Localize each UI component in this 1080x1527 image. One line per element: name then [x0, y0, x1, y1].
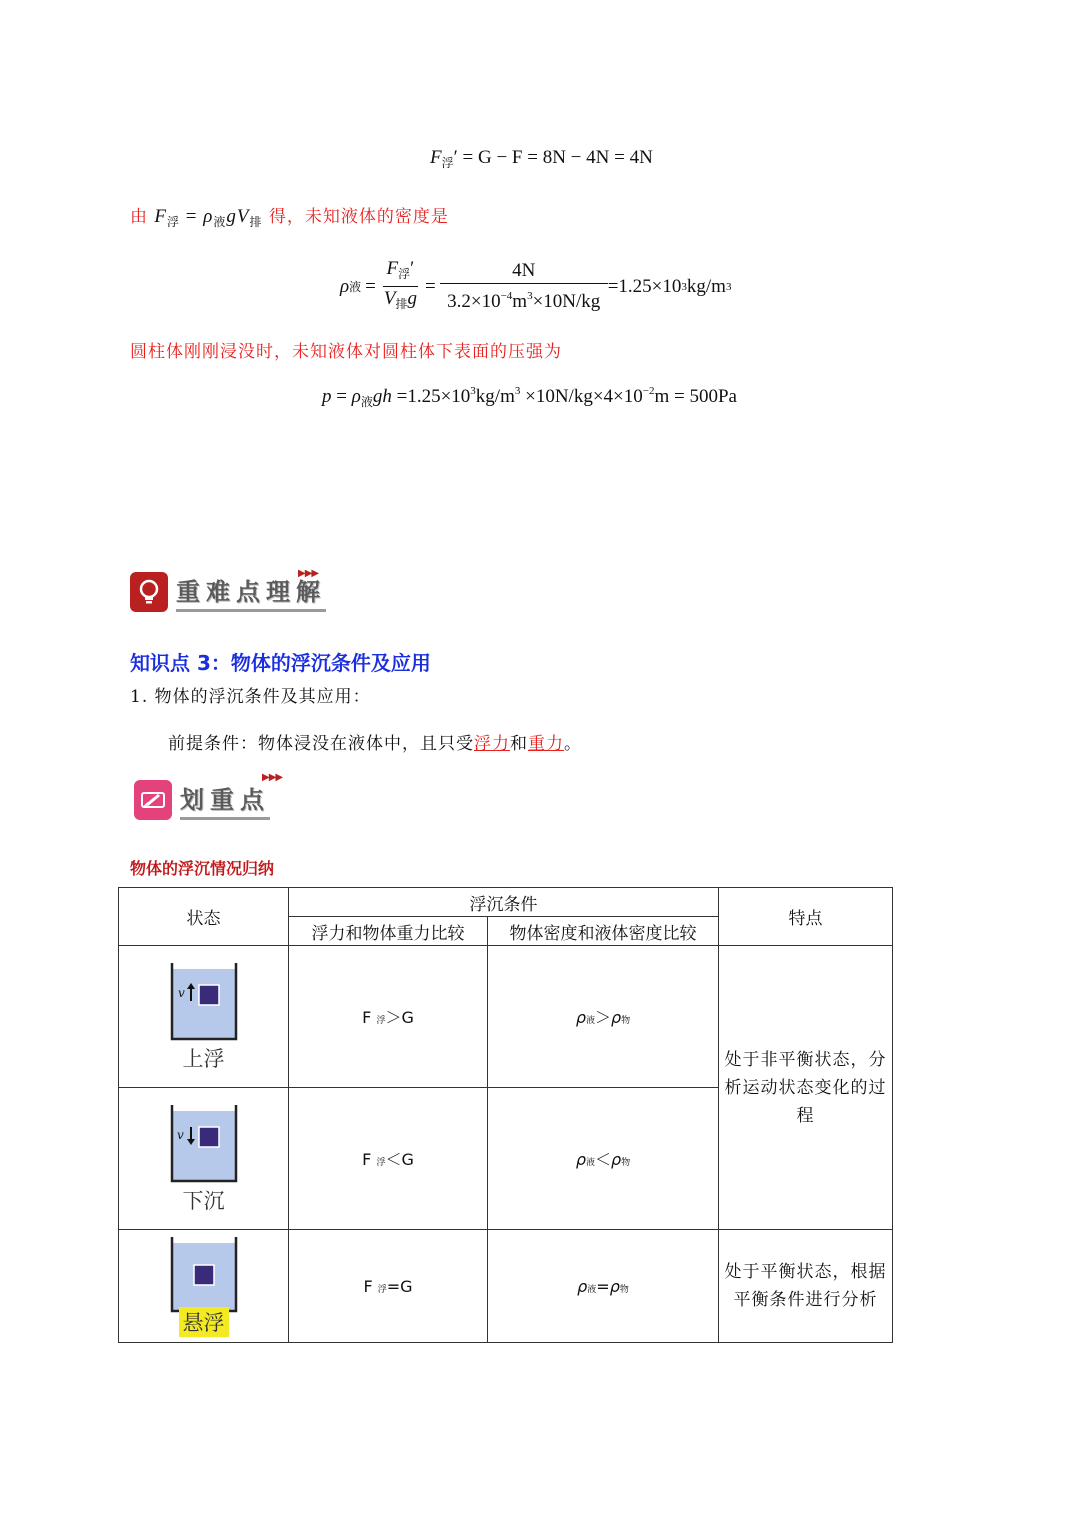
force-cell: F 浮＞G: [289, 946, 488, 1088]
state-label-sinking: 下沉: [182, 1188, 225, 1213]
key-difficulty-banner: [130, 568, 326, 612]
svg-text:v: v: [177, 985, 185, 1000]
table-title: 物体的浮沉情况归纳: [130, 859, 275, 878]
density-cell: ρ液=ρ物: [488, 1230, 719, 1343]
feature-cell-nonbalance: 处于非平衡状态，分析运动状态变化的过程: [719, 946, 893, 1230]
banner-title: 划重点: [180, 780, 270, 820]
section-title: 知识点 3：物体的浮沉条件及应用: [130, 651, 431, 675]
pen-icon: [134, 780, 172, 820]
fraction-f-over-vg: $\frac{F_浮'}{V_排g}$: [383, 258, 417, 311]
table-row: [119, 1230, 893, 1343]
density-cell: ρ液＞ρ物: [488, 946, 719, 1088]
state-cell-sinking: [119, 1088, 289, 1230]
pressure-intro-line: 圆柱体刚刚浸没时，未知液体对圆柱体下表面的压强为: [130, 342, 562, 362]
force-cell: F 浮＜G: [289, 1088, 488, 1230]
svg-text:v: v: [176, 1127, 184, 1142]
table-row: [119, 946, 893, 1088]
density-derivation-line: 由 $F_浮 = \rho_液gV_排$ 得，未知液体的密度是: [130, 206, 449, 229]
density-cell: ρ液＜ρ物: [488, 1088, 719, 1230]
feature-cell-balance: 处于平衡状态，根据平衡条件进行分析: [719, 1230, 893, 1343]
state-cell-rising: [119, 946, 289, 1088]
header-condition: 浮沉条件: [289, 888, 719, 917]
header-feature: 特点: [719, 888, 893, 946]
premise-line: 前提条件：物体浸没在液体中，且只受浮力和重力。: [168, 734, 582, 754]
header-state: 状态: [119, 888, 289, 946]
item-heading: 1. 物体的浮沉条件及其应用：: [130, 687, 371, 707]
state-cell-suspended: [119, 1230, 289, 1343]
formula-buoyancy-difference: $F_浮' = G - F = 8N - 4N = 4N$: [430, 147, 653, 170]
sinking-beaker-illustration: [169, 1103, 239, 1183]
header-density-compare: 物体密度和液体密度比较: [488, 917, 719, 946]
formula-liquid-density: ρ 液 = $\frac{F_浮'}{V_排g}$ = $\frac{4N}{3.2\times 10^{-4}m^3\times 10N/kg}$ =1.25×10 3 kg/m 3: [340, 258, 731, 315]
formula-pressure: $p = \rho_液gh =1.25\times 10^3kg/m^3 \times 10N/kg\times 4\times 10^{-2}m = 500Pa$: [322, 385, 737, 409]
suspended-beaker-illustration: [169, 1235, 239, 1313]
bulb-icon: [130, 572, 168, 612]
state-label-suspended: 悬浮: [179, 1307, 229, 1337]
key-points-banner: [134, 772, 283, 820]
float-sink-table: [118, 887, 893, 1343]
header-force-compare: 浮力和物体重力比较: [289, 917, 488, 946]
rising-beaker-illustration: [169, 961, 239, 1041]
triangle-arrows-icon: ▶▶▶: [262, 772, 283, 783]
state-label-rising: 上浮: [182, 1046, 225, 1071]
banner-title: 重难点理解: [176, 572, 326, 612]
fraction-numeric: $\frac{4N}{3.2\times 10^{-4}m^3\times 10N/kg}$: [440, 260, 608, 313]
force-cell: F 浮=G: [289, 1230, 488, 1343]
triangle-arrows-icon: ▶▶▶: [298, 568, 319, 579]
